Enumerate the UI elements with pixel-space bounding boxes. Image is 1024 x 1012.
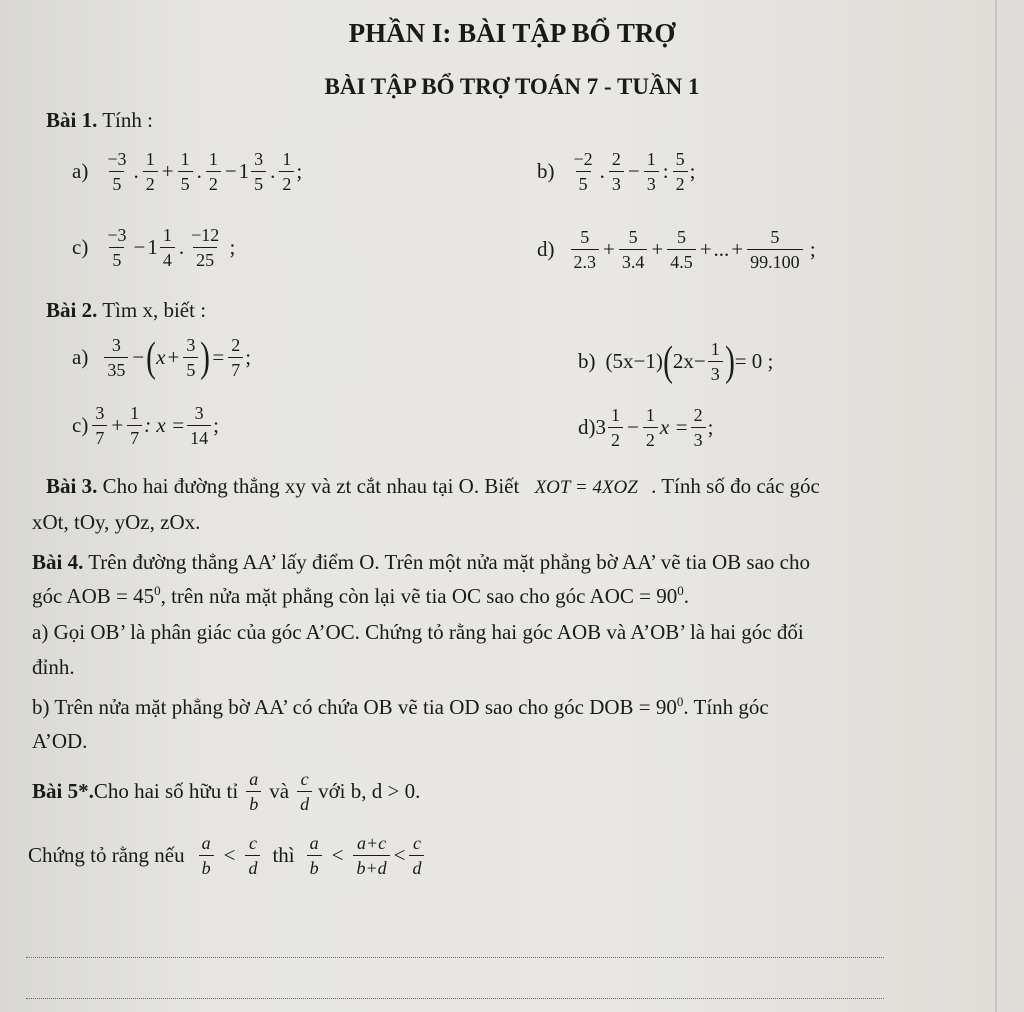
label-d: d)	[578, 415, 596, 439]
bai2-prompt: Tìm x, biết :	[102, 298, 207, 322]
bai3-heading: Bài 3.	[46, 474, 98, 498]
frac-den: d	[297, 791, 312, 813]
frac-num: 3	[194, 403, 204, 423]
label-d: d)	[537, 237, 555, 261]
frac-num: 3	[95, 403, 105, 423]
answer-line	[26, 998, 884, 999]
bai5-text1: Cho hai số hữu tỉ	[93, 779, 239, 803]
frac-num: 5	[676, 227, 686, 247]
bai1-b: b) $\frac{-2}{5}$ . $\frac{2}{3}$ − $\frac{1}{3}$ : $\frac{5}{2}$ ;	[537, 149, 696, 194]
frac-den: b+d	[353, 855, 389, 877]
bai2-heading-row	[46, 298, 206, 323]
degree-sup: 0	[676, 694, 684, 709]
frac-den: 7	[228, 357, 243, 379]
frac-num: 2	[231, 335, 241, 355]
bai4-line3: a) Gọi OB’ là phân giác của góc A’OC. Chứng tỏ rằng hai góc AOB và A’OB’ là hai góc đối	[32, 620, 804, 644]
bai5-text3: với b, d > 0.	[318, 779, 421, 803]
frac-den: d	[245, 855, 260, 877]
divide-x: : x =	[144, 413, 186, 437]
frac-den: 99.100	[747, 249, 803, 271]
bai3-line1	[46, 474, 820, 499]
frac-den: 3	[708, 361, 723, 383]
label-a: a)	[72, 345, 89, 369]
frac-num: 3	[254, 149, 264, 169]
frac-num: 1	[162, 225, 172, 245]
whole-part: 3	[595, 415, 606, 439]
frac-num: 3	[186, 335, 196, 355]
frac-num: 3	[111, 335, 121, 355]
degree-sup: 0	[677, 583, 684, 598]
less-than: <	[393, 843, 406, 867]
frac-num: 5	[675, 149, 685, 169]
part-title: PHẦN I: BÀI TẬP BỔ TRỢ	[348, 18, 676, 48]
frac-num: a	[309, 833, 319, 853]
frac-den: 25	[193, 247, 217, 269]
bai2-heading: Bài 2.	[46, 298, 98, 322]
bai3-text1: Cho hai đường thẳng xy và zt cắt nhau tại O. Biết	[102, 474, 520, 498]
bai2-a: a) $\frac{3}{35}$ − ( x + $\frac{3}{5}$ ) = $\frac{2}{7}$ ;	[72, 334, 252, 381]
label-b: b)	[537, 159, 555, 183]
frac-num: −12	[191, 225, 220, 245]
bai1-heading-row	[46, 108, 153, 133]
bai4-line1	[32, 550, 810, 575]
page-edge	[995, 0, 997, 1012]
frac-den: 5	[109, 247, 124, 269]
whole-part: 1	[147, 235, 158, 259]
bai4-text2b: , trên nửa mặt phẳng còn lại vẽ tia OC sao cho góc AOC = 90	[160, 584, 678, 608]
bai1-c: c) $\frac{-3}{5}$ − 1 $\frac{1}{4}$ . $\frac{-12}{25}$ ;	[72, 225, 236, 270]
frac-num: 2	[611, 149, 621, 169]
frac-num: 1	[611, 405, 620, 425]
bai4-text2a: góc AOB = 45	[32, 584, 155, 608]
frac-den: 2	[279, 171, 294, 193]
frac-num: 1	[646, 149, 656, 169]
bai4-text2c: .	[683, 584, 689, 608]
frac-num: 5	[580, 227, 590, 247]
frac-den: 4.5	[667, 249, 696, 271]
frac-num: 1	[145, 149, 155, 169]
frac-num: c	[412, 833, 421, 853]
frac-den: 35	[104, 357, 128, 379]
frac-num: −2	[573, 149, 593, 169]
frac-num: 1	[645, 405, 655, 425]
frac-den: 2	[608, 427, 623, 449]
factor-left: (5x−1)	[605, 349, 663, 373]
bai3-line2: xOt, tOy, yOz, zOx.	[32, 510, 201, 534]
frac-den: 5	[576, 171, 591, 193]
bai5-text4: Chứng tỏ rằng nếu	[28, 843, 185, 867]
bai5-text2: và	[269, 779, 290, 803]
frac-num: −3	[107, 149, 127, 169]
frac-den: b	[246, 791, 261, 813]
degree-sup: 0	[154, 583, 161, 598]
whole-part: 1	[238, 159, 250, 183]
bai5-line2	[28, 834, 426, 877]
frac-den: 2.3	[571, 249, 600, 271]
variable-x: x =	[659, 415, 689, 439]
bai1-heading: Bài 1.	[46, 108, 98, 132]
bai2-b: b) (5x−1) ( 2x− $\frac{1}{3}$ ) = 0 ;	[578, 338, 774, 385]
label-b: b)	[578, 349, 596, 373]
frac-den: 7	[127, 425, 142, 447]
frac-den: 5	[178, 171, 193, 193]
bai5-thi: thì	[272, 843, 295, 867]
frac-num: c	[300, 769, 309, 789]
frac-den: 5	[251, 171, 266, 193]
frac-num: 5	[770, 227, 780, 247]
answer-line	[26, 957, 884, 958]
bai4-text1: Trên đường thẳng AA’ lấy điểm O. Trên một nửa mặt phẳng bờ AA’ vẽ tia OB sao cho	[88, 550, 810, 574]
ellipsis: ...	[713, 237, 730, 261]
bai1-prompt: Tính :	[102, 108, 153, 132]
frac-den: 3	[644, 171, 659, 193]
frac-den: 2	[143, 171, 158, 193]
frac-den: 4	[160, 247, 175, 269]
frac-den: 3	[609, 171, 624, 193]
label-c: c)	[72, 413, 89, 437]
bai3-formula: XOT = 4XOZ	[534, 477, 638, 498]
frac-num: 1	[130, 403, 140, 423]
frac-num: 1	[710, 339, 720, 359]
bai4-line5	[32, 694, 769, 720]
frac-num: 2	[693, 405, 703, 425]
frac-den: 14	[187, 425, 211, 447]
frac-num: 1	[180, 149, 190, 169]
frac-den: d	[409, 855, 424, 877]
frac-num: a+c	[356, 833, 387, 853]
bai1-d: d) $\frac{5}{2.3}$ + $\frac{5}{3.4}$ + $\frac{5}{4.5}$ + ... + $\frac{5}{99.100}$ ;	[537, 227, 816, 272]
frac-den: 3.4	[619, 249, 648, 271]
bai4-text5a: b) Trên nửa mặt phẳng bờ AA’ có chứa OB vẽ tia OD sao cho góc DOB = 90	[32, 695, 677, 719]
bai3-text2: . Tính số đo các góc	[651, 474, 820, 498]
frac-num: a	[201, 833, 211, 853]
bai1-a: a) $\frac{-3}{5}$ . $\frac{1}{2}$ + $\frac{1}{5}$ . $\frac{1}{2}$ − 1 $\frac{3}{5}$ . $\frac{1}{2}$ ;	[72, 149, 303, 194]
bai4-line4: đỉnh.	[32, 655, 75, 679]
bai4-text5b: . Tính góc	[683, 695, 769, 719]
bai4-heading: Bài 4.	[32, 550, 84, 574]
frac-den: 2	[673, 171, 688, 193]
variable-x: x	[156, 345, 166, 369]
frac-den: 2	[643, 427, 658, 449]
bai2-d: d) 3 $\frac{1}{2}$ − $\frac{1}{2}$ x = $\frac{2}{3}$ ;	[578, 405, 714, 450]
frac-den: 2	[206, 171, 221, 193]
frac-num: 1	[208, 149, 218, 169]
less-than: <	[223, 843, 236, 867]
bai4-line2	[32, 583, 689, 609]
bai4-line6: A’OD.	[32, 729, 88, 753]
frac-num: −3	[107, 225, 127, 245]
frac-den: 5	[109, 171, 124, 193]
equals-zero: = 0 ;	[734, 349, 774, 373]
frac-num: 5	[628, 227, 638, 247]
frac-den: b	[199, 855, 214, 877]
frac-den: b	[307, 855, 322, 877]
frac-den: 5	[183, 357, 198, 379]
frac-num: a	[249, 769, 259, 789]
factor-right: 2x−	[672, 349, 706, 373]
subtitle: BÀI TẬP BỔ TRỢ TOÁN 7 - TUẦN 1	[324, 74, 700, 99]
label-a: a)	[72, 159, 89, 183]
bai2-c: c) $\frac{3}{7}$ + $\frac{1}{7}$ : x = $\frac{3}{14}$ ;	[72, 403, 220, 448]
bai5-heading: Bài 5*.	[32, 779, 94, 803]
less-than: <	[331, 843, 344, 867]
frac-den: 3	[691, 427, 706, 449]
bai5-line1	[32, 770, 420, 813]
frac-num: 1	[282, 149, 292, 169]
frac-den: 7	[92, 425, 107, 447]
label-c: c)	[72, 235, 89, 259]
frac-num: c	[248, 833, 257, 853]
